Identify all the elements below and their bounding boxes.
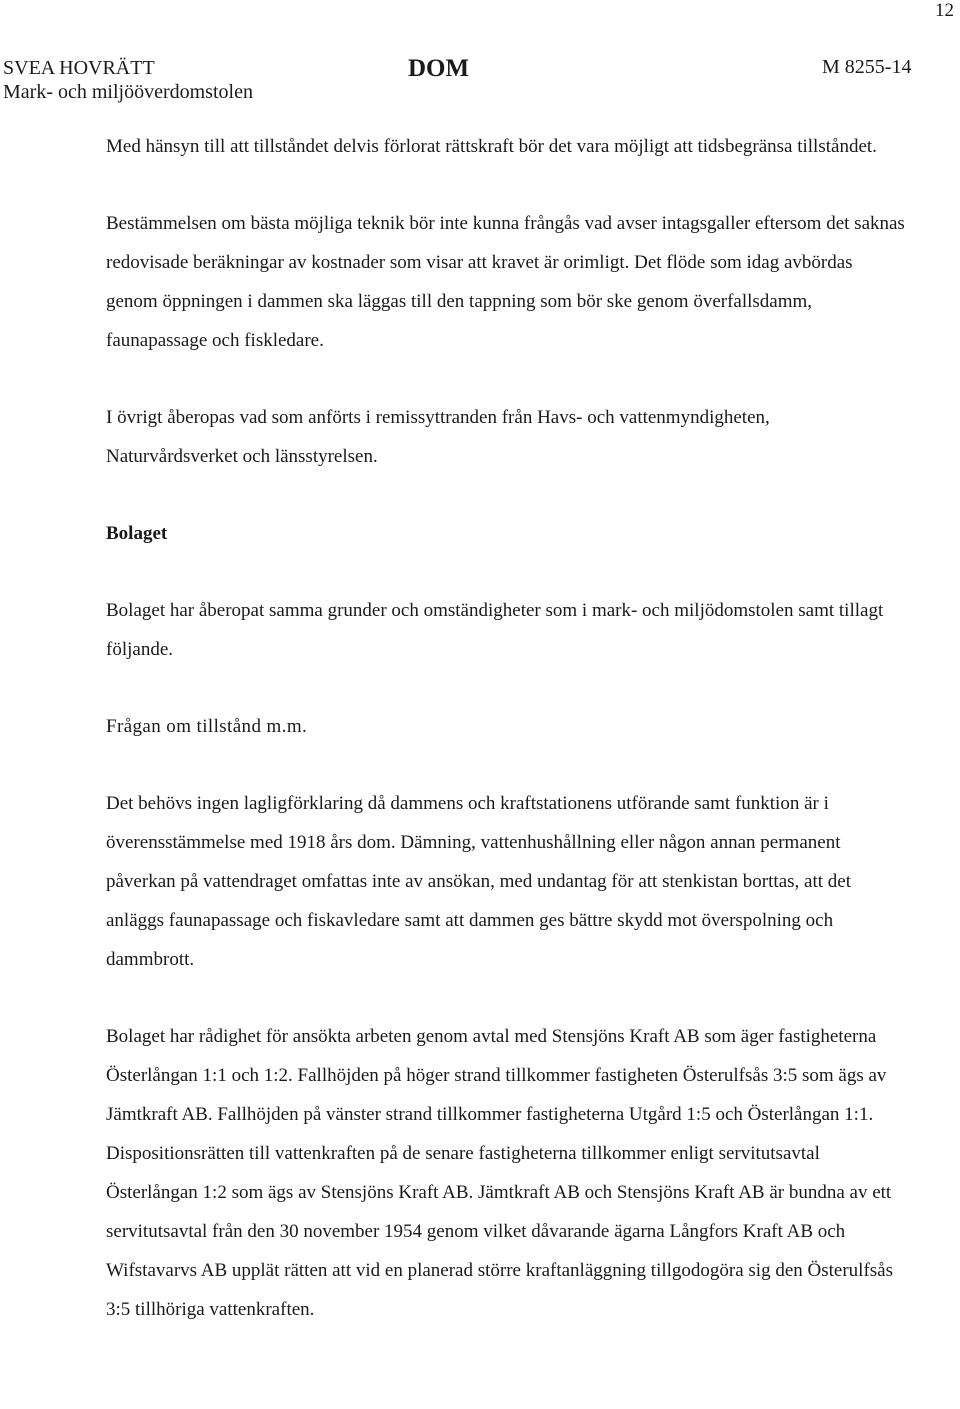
paragraph-6: Bolaget har rådighet för ansökta arbeten genom avtal med Stensjöns Kraft AB som äger fastigheterna Österlångan 1:1 och 1:2. Fallhöjden på höger strand tillkommer fastigheten Österulfsås 3:5 som ägs av Jämtkraft AB. Fallhöjden på vänster strand tillkommer fastigheterna Utgård 1:5 och Österlångan 1:1. Dispositionsrätten till vattenkraften på de senare fastigheterna tillkommer enligt servitutsavtal Österlångan 1:2 som ägs av Stensjöns Kraft AB. Jämtkraft AB och Stensjöns Kraft AB är bundna av ett servitutsavtal från den 30 november 1954 genom vilket dåvarande ägarna Långfors Kraft AB och Wifstavarvs AB upplät rätten att vid en planerad större kraftanläggning tillgodogöra sig den Österulfsås 3:5 tillhöriga vattenkraften.	[106, 1026, 893, 1320]
section-heading-bolaget: Bolaget	[106, 523, 168, 544]
paragraph-2: Bestämmelsen om bästa möjliga teknik bör inte kunna frångås vad avser intagsgaller eftersom det saknas redovisade beräkningar av kostnader som visar att kravet är orimligt. Det flöde som idag avbördas genom öppningen i dammen ska läggas till den tappning som bör ske genom överfallsdamm, faunapassage och fiskledare.	[106, 213, 905, 351]
court-name: SVEA HOVRÄTT	[3, 57, 155, 79]
page-number: 12	[935, 0, 954, 21]
paragraph-3: I övrigt åberopas vad som anförts i remissyttranden från Havs- och vattenmyndigheten, Naturvårdsverket och länsstyrelsen.	[106, 407, 770, 467]
court-division: Mark- och miljööverdomstolen	[3, 81, 253, 103]
case-number: M 8255-14	[822, 56, 912, 78]
section-heading-tillstand: Frågan om tillstånd m.m.	[106, 716, 308, 737]
paragraph-4: Bolaget har åberopat samma grunder och omständigheter som i mark- och miljödomstolen samt tillagt följande.	[106, 600, 884, 660]
document-body	[106, 127, 906, 1367]
paragraph-1: Med hänsyn till att tillståndet delvis förlorat rättskraft bör det vara möjligt att tidsbegränsa tillståndet.	[106, 136, 877, 157]
paragraph-5: Det behövs ingen lagligförklaring då dammens och kraftstationens utförande samt funktion är i överensstämmelse med 1918 års dom. Dämning, vattenhushållning eller någon annan permanent påverkan på vattendraget omfattas inte av ansökan, med undantag för att stenkistan borttas, att det anläggs faunapassage och fiskavledare samt att dammen ges bättre skydd mot överspolning och dammbrott.	[106, 793, 851, 970]
header-court-block	[3, 56, 253, 104]
document-type: DOM	[408, 55, 470, 82]
